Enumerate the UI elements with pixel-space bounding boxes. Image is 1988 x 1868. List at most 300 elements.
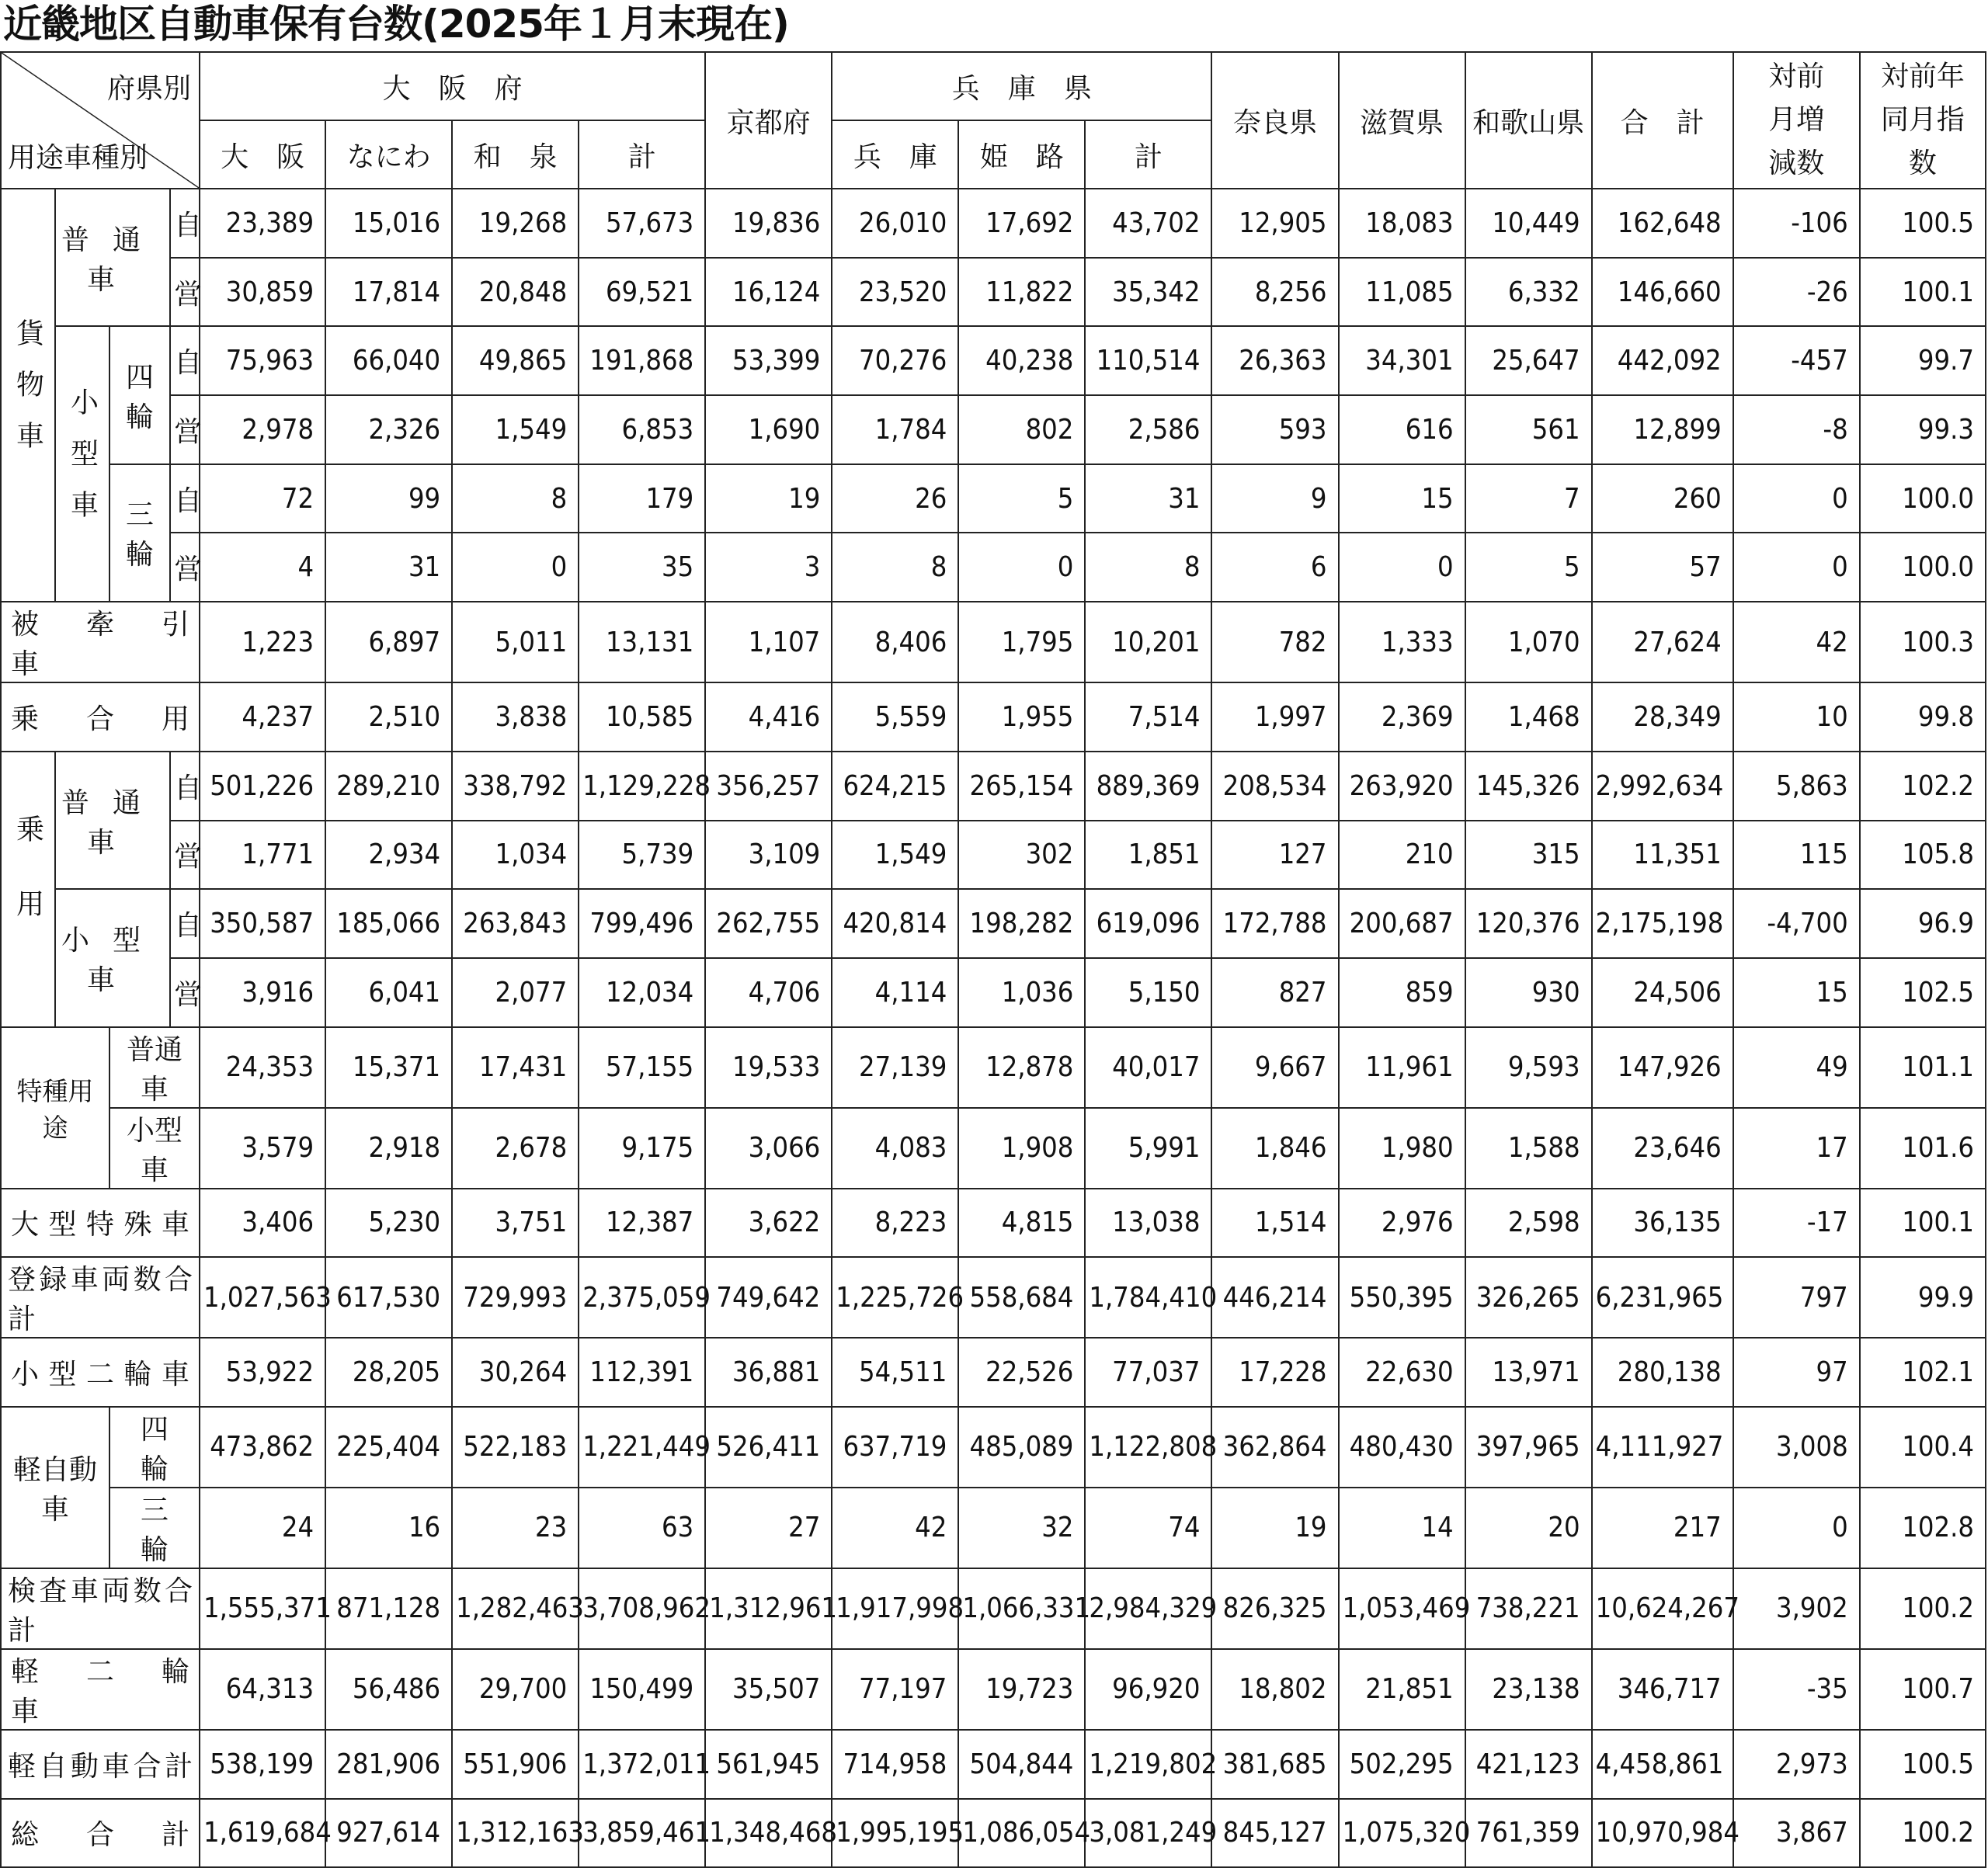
table-cell: 927,614 <box>325 1799 452 1868</box>
table-cell: 49 <box>1733 1027 1860 1108</box>
table-cell: 1,225,726 <box>832 1257 958 1338</box>
table-cell: 1,036 <box>958 958 1085 1027</box>
ei-label: 営 <box>170 533 200 602</box>
table-cell: 859 <box>1339 958 1465 1027</box>
table-cell: 446,214 <box>1211 1257 1338 1338</box>
table-cell: 9,593 <box>1465 1027 1592 1108</box>
table-cell: 100.1 <box>1860 258 1986 327</box>
table-cell: 12,899 <box>1592 395 1733 464</box>
table-cell: -4,700 <box>1733 889 1860 958</box>
table-cell: 172,788 <box>1211 889 1338 958</box>
table-cell: 356,257 <box>705 752 832 821</box>
table-cell: 77,037 <box>1085 1338 1211 1407</box>
osaka-header: 大 阪 <box>200 120 325 189</box>
table-cell: 1,223 <box>200 602 325 682</box>
naniwa-header: なにわ <box>325 120 452 189</box>
hyogo-subtotal-header: 計 <box>1085 120 1211 189</box>
table-cell: 12,878 <box>958 1027 1085 1108</box>
table-cell: 19,723 <box>958 1649 1085 1730</box>
table-cell: 8,223 <box>832 1189 958 1258</box>
table-cell: 1,107 <box>705 602 832 682</box>
table-cell: 8 <box>832 533 958 602</box>
table-cell: 56,486 <box>325 1649 452 1730</box>
table-cell: 100.2 <box>1860 1799 1986 1868</box>
table-cell: 1,027,563 <box>200 1257 325 1338</box>
table-cell: 17 <box>1733 1108 1860 1189</box>
sanrin-label: 三 輪 <box>109 1488 200 1568</box>
table-cell: 18,083 <box>1339 189 1465 258</box>
table-cell: 162,648 <box>1592 189 1733 258</box>
sanrin-label: 三輪 <box>109 464 170 602</box>
table-cell: 36,135 <box>1592 1189 1733 1258</box>
table-cell: 191,868 <box>579 326 705 395</box>
table-cell: 501,226 <box>200 752 325 821</box>
table-cell: 265,154 <box>958 752 1085 821</box>
table-cell: 1,282,463 <box>452 1568 579 1649</box>
table-cell: 20,848 <box>452 258 579 327</box>
corner-top-label: 府県別 <box>107 73 192 105</box>
mom-change-header: 対前月増減数 <box>1733 52 1860 189</box>
table-cell: 96.9 <box>1860 889 1986 958</box>
table-cell: 6,853 <box>579 395 705 464</box>
table-cell: 5,991 <box>1085 1108 1211 1189</box>
osaka-subtotal-header: 計 <box>579 120 705 189</box>
table-cell: 4,458,861 <box>1592 1730 1733 1799</box>
table-cell: 0 <box>1733 464 1860 533</box>
table-cell: 2,678 <box>452 1108 579 1189</box>
table-cell: 421,123 <box>1465 1730 1592 1799</box>
table-cell: 1,221,449 <box>579 1407 705 1488</box>
table-cell: 101.6 <box>1860 1108 1986 1189</box>
table-cell: 0 <box>452 533 579 602</box>
table-cell: 49,865 <box>452 326 579 395</box>
table-cell: 1,086,054 <box>958 1799 1085 1868</box>
yoy-index-header: 対前年同月指数 <box>1860 52 1986 189</box>
table-cell: 21,851 <box>1339 1649 1465 1730</box>
table-cell: 24,353 <box>200 1027 325 1108</box>
table-cell: 289,210 <box>325 752 452 821</box>
table-cell: 4,706 <box>705 958 832 1027</box>
table-cell: 397,965 <box>1465 1407 1592 1488</box>
table-cell: 0 <box>1733 1488 1860 1568</box>
table-cell: 1,908 <box>958 1108 1085 1189</box>
table-cell: 42 <box>1733 602 1860 682</box>
table-cell: 4,416 <box>705 682 832 752</box>
table-cell: 1,514 <box>1211 1189 1338 1258</box>
table-cell: 2,978 <box>200 395 325 464</box>
ji-label: 自 <box>170 189 200 258</box>
futsu-label: 普通車 <box>109 1027 200 1108</box>
table-cell: 5,739 <box>579 821 705 890</box>
kei-total-label: 軽自動車合計 <box>1 1730 200 1799</box>
kyoto-fu-header: 京都府 <box>705 52 832 189</box>
table-cell: 1,549 <box>452 395 579 464</box>
table-cell: 561,945 <box>705 1730 832 1799</box>
futsu-label: 普通車 <box>55 752 170 889</box>
table-cell: 75,963 <box>200 326 325 395</box>
joyo-label: 乗用 <box>1 752 55 1027</box>
table-cell: 2,369 <box>1339 682 1465 752</box>
table-cell: 0 <box>958 533 1085 602</box>
table-cell: 8 <box>1085 533 1211 602</box>
table-cell: 23,138 <box>1465 1649 1592 1730</box>
table-cell: 7,514 <box>1085 682 1211 752</box>
table-cell: -106 <box>1733 189 1860 258</box>
table-cell: 1,219,802 <box>1085 1730 1211 1799</box>
table-cell: 502,295 <box>1339 1730 1465 1799</box>
table-cell: 26,363 <box>1211 326 1338 395</box>
kogata-label: 小型車 <box>55 326 109 602</box>
table-cell: 31 <box>325 533 452 602</box>
table-cell: 99 <box>325 464 452 533</box>
table-cell: 9,175 <box>579 1108 705 1189</box>
corner-bottom-label: 用途車種別 <box>8 142 148 174</box>
table-cell: 16 <box>325 1488 452 1568</box>
table-cell: 102.8 <box>1860 1488 1986 1568</box>
table-cell: 624,215 <box>832 752 958 821</box>
table-cell: 11,351 <box>1592 821 1733 890</box>
table-cell: 5,559 <box>832 682 958 752</box>
table-cell: 827 <box>1211 958 1338 1027</box>
table-cell: 13,131 <box>579 602 705 682</box>
table-cell: 6,332 <box>1465 258 1592 327</box>
shiga-header: 滋賀県 <box>1339 52 1465 189</box>
table-cell: 281,906 <box>325 1730 452 1799</box>
table-cell: -17 <box>1733 1189 1860 1258</box>
table-cell: 100.7 <box>1860 1649 1986 1730</box>
table-cell: 2,326 <box>325 395 452 464</box>
table-cell: 12,387 <box>579 1189 705 1258</box>
table-cell: 32 <box>958 1488 1085 1568</box>
table-cell: 616 <box>1339 395 1465 464</box>
table-cell: 593 <box>1211 395 1338 464</box>
table-cell: 2,598 <box>1465 1189 1592 1258</box>
table-cell: 4,815 <box>958 1189 1085 1258</box>
ji-label: 自 <box>170 752 200 821</box>
table-cell: 100.0 <box>1860 533 1986 602</box>
table-cell: 10,970,984 <box>1592 1799 1733 1868</box>
table-cell: 3,008 <box>1733 1407 1860 1488</box>
kensa-label: 検査車両数合計 <box>1 1568 200 1649</box>
table-cell: 2,934 <box>325 821 452 890</box>
table-cell: 23,646 <box>1592 1108 1733 1189</box>
table-cell: 100.5 <box>1860 189 1986 258</box>
table-cell: 66,040 <box>325 326 452 395</box>
table-cell: 13,038 <box>1085 1189 1211 1258</box>
table-cell: 1,468 <box>1465 682 1592 752</box>
table-cell: 8,256 <box>1211 258 1338 327</box>
table-cell: 110,514 <box>1085 326 1211 395</box>
table-cell: 23 <box>452 1488 579 1568</box>
table-cell: 714,958 <box>832 1730 958 1799</box>
table-cell: 19 <box>1211 1488 1338 1568</box>
ei-label: 営 <box>170 821 200 890</box>
table-cell: 210 <box>1339 821 1465 890</box>
table-cell: 22,630 <box>1339 1338 1465 1407</box>
table-cell: 179 <box>579 464 705 533</box>
table-cell: 19,836 <box>705 189 832 258</box>
table-cell: 42 <box>832 1488 958 1568</box>
table-cell: 538,199 <box>200 1730 325 1799</box>
table-cell: 99.8 <box>1860 682 1986 752</box>
table-cell: 112,391 <box>579 1338 705 1407</box>
table-cell: 57,155 <box>579 1027 705 1108</box>
table-cell: 1,784 <box>832 395 958 464</box>
table-cell: 1,690 <box>705 395 832 464</box>
ji-label: 自 <box>170 464 200 533</box>
table-cell: 10,201 <box>1085 602 1211 682</box>
table-cell: 27 <box>705 1488 832 1568</box>
table-cell: 36,881 <box>705 1338 832 1407</box>
table-cell: 102.1 <box>1860 1338 1986 1407</box>
table-cell: 2,586 <box>1085 395 1211 464</box>
table-cell: 6,231,965 <box>1592 1257 1733 1338</box>
table-cell: 729,993 <box>452 1257 579 1338</box>
table-cell: 381,685 <box>1211 1730 1338 1799</box>
table-cell: 442,092 <box>1592 326 1733 395</box>
table-cell: 480,430 <box>1339 1407 1465 1488</box>
table-cell: 64,313 <box>200 1649 325 1730</box>
table-cell: 617,530 <box>325 1257 452 1338</box>
table-cell: 15,016 <box>325 189 452 258</box>
toroku-label: 登録車両数合計 <box>1 1257 200 1338</box>
table-cell: 26 <box>832 464 958 533</box>
table-cell: 1,312,961 <box>705 1568 832 1649</box>
table-cell: 263,920 <box>1339 752 1465 821</box>
table-cell: 4,083 <box>832 1108 958 1189</box>
table-cell: 101.1 <box>1860 1027 1986 1108</box>
table-cell: 1,034 <box>452 821 579 890</box>
izumi-header: 和 泉 <box>452 120 579 189</box>
table-cell: 3,109 <box>705 821 832 890</box>
table-cell: 1,795 <box>958 602 1085 682</box>
table-cell: 100.5 <box>1860 1730 1986 1799</box>
table-cell: 20 <box>1465 1488 1592 1568</box>
table-cell: 1,312,163 <box>452 1799 579 1868</box>
table-cell: 871,128 <box>325 1568 452 1649</box>
table-cell: 1,846 <box>1211 1108 1338 1189</box>
table-cell: 27,624 <box>1592 602 1733 682</box>
table-cell: 3,066 <box>705 1108 832 1189</box>
table-cell: 4,114 <box>832 958 958 1027</box>
table-cell: 18,802 <box>1211 1649 1338 1730</box>
table-cell: 17,228 <box>1211 1338 1338 1407</box>
table-cell: 24,506 <box>1592 958 1733 1027</box>
table-cell: 1,053,469 <box>1339 1568 1465 1649</box>
table-cell: 2,375,059 <box>579 1257 705 1338</box>
kamotsu-label: 貨物車 <box>1 189 55 602</box>
table-cell: 100.4 <box>1860 1407 1986 1488</box>
table-cell: 77,197 <box>832 1649 958 1730</box>
table-cell: 24 <box>200 1488 325 1568</box>
table-cell: 2,973 <box>1733 1730 1860 1799</box>
table-cell: 315 <box>1465 821 1592 890</box>
table-cell: 16,124 <box>705 258 832 327</box>
table-cell: 0 <box>1339 533 1465 602</box>
table-cell: 1,333 <box>1339 602 1465 682</box>
table-cell: 19,268 <box>452 189 579 258</box>
table-cell: 150,499 <box>579 1649 705 1730</box>
table-cell: 2,175,198 <box>1592 889 1733 958</box>
table-cell: 17,692 <box>958 189 1085 258</box>
kei-label: 軽自動車 <box>1 1407 109 1568</box>
table-cell: 57,673 <box>579 189 705 258</box>
table-cell: 3,708,962 <box>579 1568 705 1649</box>
table-cell: 115 <box>1733 821 1860 890</box>
table-cell: 70,276 <box>832 326 958 395</box>
tokushu-label: 特種用途 <box>1 1027 109 1189</box>
table-cell: 69,521 <box>579 258 705 327</box>
table-cell: 12,034 <box>579 958 705 1027</box>
table-cell: 1,372,011 <box>579 1730 705 1799</box>
table-cell: 262,755 <box>705 889 832 958</box>
table-cell: 1,549 <box>832 821 958 890</box>
yonrin-label: 四 輪 <box>109 1407 200 1488</box>
table-cell: 43,702 <box>1085 189 1211 258</box>
table-cell: 26,010 <box>832 189 958 258</box>
table-cell: 2,976 <box>1339 1189 1465 1258</box>
table-cell: 23,389 <box>200 189 325 258</box>
table-cell: 63 <box>579 1488 705 1568</box>
table-cell: 40,017 <box>1085 1027 1211 1108</box>
sogo-label: 総 合 計 <box>1 1799 200 1868</box>
wakayama-header: 和歌山県 <box>1465 52 1592 189</box>
table-cell: 19 <box>705 464 832 533</box>
table-cell: 6,041 <box>325 958 452 1027</box>
table-cell: 145,326 <box>1465 752 1592 821</box>
table-cell: 40,238 <box>958 326 1085 395</box>
kogata-label: 小型車 <box>109 1108 200 1189</box>
table-cell: 1,619,684 <box>200 1799 325 1868</box>
table-cell: 31 <box>1085 464 1211 533</box>
table-cell: 5,230 <box>325 1189 452 1258</box>
table-cell: 3,751 <box>452 1189 579 1258</box>
table-cell: 930 <box>1465 958 1592 1027</box>
table-cell: 57 <box>1592 533 1733 602</box>
table-cell: 14 <box>1339 1488 1465 1568</box>
table-cell: 1,784,410 <box>1085 1257 1211 1338</box>
futsu-label: 普通車 <box>55 189 170 326</box>
osaka-fu-header: 大 阪 府 <box>200 52 705 120</box>
table-cell: 4 <box>200 533 325 602</box>
table-cell: 28,349 <box>1592 682 1733 752</box>
page-title: 近畿地区自動車保有台数(2025年１月末現在) <box>3 2 789 47</box>
table-cell: 29,700 <box>452 1649 579 1730</box>
table-cell: 11,822 <box>958 258 1085 327</box>
hiken-label: 被 牽 引 車 <box>1 602 200 682</box>
table-cell: 217 <box>1592 1488 1733 1568</box>
table-cell: -26 <box>1733 258 1860 327</box>
table-cell: 797 <box>1733 1257 1860 1338</box>
table-cell: 1,070 <box>1465 602 1592 682</box>
table-cell: 761,359 <box>1465 1799 1592 1868</box>
table-cell: 1,997 <box>1211 682 1338 752</box>
table-cell: 35,507 <box>705 1649 832 1730</box>
table-cell: 27,139 <box>832 1027 958 1108</box>
table-cell: 11,961 <box>1339 1027 1465 1108</box>
table-cell: 3,867 <box>1733 1799 1860 1868</box>
table-cell: -457 <box>1733 326 1860 395</box>
table-cell: 1,851 <box>1085 821 1211 890</box>
table-cell: 2,077 <box>452 958 579 1027</box>
table-cell: 28,205 <box>325 1338 452 1407</box>
table-cell: 30,264 <box>452 1338 579 1407</box>
table-cell: 326,265 <box>1465 1257 1592 1338</box>
table-cell: 302 <box>958 821 1085 890</box>
table-cell: 362,864 <box>1211 1407 1338 1488</box>
table-cell: 637,719 <box>832 1407 958 1488</box>
table-cell: 738,221 <box>1465 1568 1592 1649</box>
kogata-label: 小型車 <box>55 889 170 1026</box>
table-cell: 225,404 <box>325 1407 452 1488</box>
table-cell: 97 <box>1733 1338 1860 1407</box>
table-cell: 53,399 <box>705 326 832 395</box>
table-cell: 9,667 <box>1211 1027 1338 1108</box>
table-cell: 96,920 <box>1085 1649 1211 1730</box>
table-cell: 25,647 <box>1465 326 1592 395</box>
table-cell: 280,138 <box>1592 1338 1733 1407</box>
table-cell: 346,717 <box>1592 1649 1733 1730</box>
yonrin-label: 四輪 <box>109 326 170 464</box>
table-cell: 146,660 <box>1592 258 1733 327</box>
oogata-label: 大型特殊車 <box>1 1189 200 1258</box>
table-cell: 8 <box>452 464 579 533</box>
table-cell: 120,376 <box>1465 889 1592 958</box>
ei-label: 営 <box>170 958 200 1027</box>
table-cell: 5,011 <box>452 602 579 682</box>
himeji-header: 姫 路 <box>958 120 1085 189</box>
table-cell: 3,081,249 <box>1085 1799 1211 1868</box>
noriai-label: 乗 合 用 <box>1 682 200 752</box>
table-cell: 102.5 <box>1860 958 1986 1027</box>
table-cell: 338,792 <box>452 752 579 821</box>
table-cell: 3,859,461 <box>579 1799 705 1868</box>
table-cell: 522,183 <box>452 1407 579 1488</box>
table-cell: 1,588 <box>1465 1108 1592 1189</box>
table-cell: 826,325 <box>1211 1568 1338 1649</box>
table-cell: 11,085 <box>1339 258 1465 327</box>
table-cell: 54,511 <box>832 1338 958 1407</box>
table-cell: 30,859 <box>200 258 325 327</box>
table-cell: 5 <box>1465 533 1592 602</box>
hyogo-ken-header: 兵 庫 県 <box>832 52 1211 120</box>
table-cell: -35 <box>1733 1649 1860 1730</box>
table-cell: 526,411 <box>705 1407 832 1488</box>
table-cell: 1,980 <box>1339 1108 1465 1189</box>
table-cell: 845,127 <box>1211 1799 1338 1868</box>
table-cell: 350,587 <box>200 889 325 958</box>
table-cell: 200,687 <box>1339 889 1465 958</box>
ei-label: 営 <box>170 258 200 327</box>
table-cell: 13,971 <box>1465 1338 1592 1407</box>
table-cell: 147,926 <box>1592 1027 1733 1108</box>
table-cell: 561 <box>1465 395 1592 464</box>
table-cell: 4,237 <box>200 682 325 752</box>
table-cell: 2,984,329 <box>1085 1568 1211 1649</box>
table-cell: 6,897 <box>325 602 452 682</box>
table-cell: 10,585 <box>579 682 705 752</box>
table-cell: 619,096 <box>1085 889 1211 958</box>
vehicle-count-table <box>0 51 1986 1868</box>
table-cell: 558,684 <box>958 1257 1085 1338</box>
table-cell: 7 <box>1465 464 1592 533</box>
hyogo-header: 兵 庫 <box>832 120 958 189</box>
table-cell: -8 <box>1733 395 1860 464</box>
table-cell: 1,555,371 <box>200 1568 325 1649</box>
table-cell: 749,642 <box>705 1257 832 1338</box>
table-cell: 1,771 <box>200 821 325 890</box>
table-cell: 15 <box>1339 464 1465 533</box>
